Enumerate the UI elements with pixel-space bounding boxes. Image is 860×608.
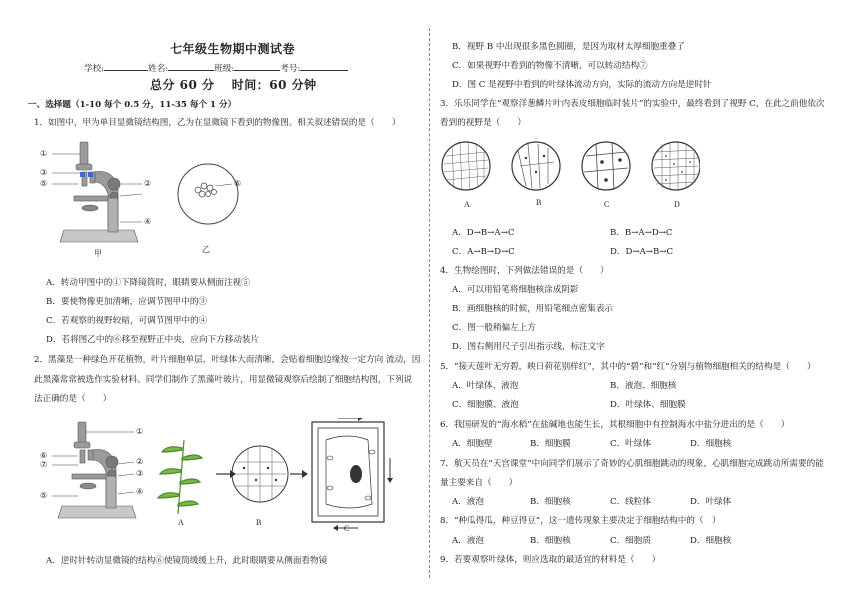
q3-figure [440, 138, 700, 214]
q6-stem: 6．我国研发的“海水稻”在盐碱地也能生长，其根细胞中有控制海水中盐分进出的是（ ） [440, 420, 790, 430]
q2-label-2: ② [136, 457, 144, 466]
q2-stem-line-1: 2．黑藻是一种绿色开花植物，叶片细胞单层，叶绿体大而清晰，会贴着细胞边缘按一定方向 流动，因 [34, 355, 421, 365]
q5-option-c[interactable]: C．细胞膜、液泡 [452, 400, 519, 410]
q5-option-a[interactable]: A．叶绿体、液泡 [452, 381, 519, 391]
q1-label-5: ⑤ [40, 179, 48, 188]
q6-option-c[interactable]: C．叶绿体 [610, 439, 651, 449]
name-blank[interactable] [168, 62, 214, 71]
q1-figure [38, 138, 248, 262]
class-blank[interactable] [234, 62, 280, 71]
q7-stem-line-1: 7．航天员在“天宫课堂”中向同学们展示了奇妙的心肌细胞跳动的现象，心肌细胞完成跳动所需要的能 [440, 459, 824, 469]
q2-stem-line-3: 法正确的是（ ） [34, 394, 112, 404]
microscope-diagram-icon [38, 138, 248, 262]
q2-label-5: ⑤ [40, 491, 48, 500]
q4-option-a[interactable]: A．可以用铅笔将细胞核涂成阴影 [452, 285, 579, 295]
q4-option-b[interactable]: B．画细胞核的时候，用铅笔细点密集表示 [452, 304, 614, 314]
left-column [28, 0, 420, 608]
right-column [440, 0, 840, 608]
q1-stem: 1．如图中，甲为单目显微镜结构图，乙为在显微镜下看到的物像图。相关叙述错误的是（ ） [34, 118, 401, 128]
q8-option-b[interactable]: B．细胞核 [530, 536, 571, 546]
q1-caption-jia: 甲 [94, 249, 102, 258]
q3-option-d[interactable]: D．D→A→B→C [610, 247, 674, 257]
class-label: 班级: [214, 64, 235, 74]
student-info-line [84, 62, 348, 75]
q8-option-c[interactable]: C．细胞质 [610, 536, 651, 546]
q2-option-b[interactable]: B．视野 B 中出现很多黑色圆圈，是因为取材太厚细胞重叠了 [452, 42, 685, 52]
q3-stem-line-2: 看到的视野是（ ） [440, 118, 526, 128]
q4-option-c[interactable]: C．图一般稍偏左上方 [452, 323, 536, 333]
q1-option-a[interactable]: A．转动甲图中的①下降镜筒时，眼睛要从侧面注视⑤ [46, 278, 250, 288]
name-label: 姓名: [148, 64, 169, 74]
q9-stem: 9．若要观察叶绿体，则应选取的最适宜的材料是（ ） [440, 555, 661, 565]
q8-option-a[interactable]: A．液泡 [452, 536, 484, 546]
q1-option-c[interactable]: C．若观察的视野较暗，可调节图甲中的④ [46, 316, 208, 326]
q4-option-d[interactable]: D．图右侧用尺子引出指示线，标注文字 [452, 342, 605, 352]
q2-label-6: ⑥ [40, 451, 48, 460]
q5-stem: 5．“接天莲叶无穷碧，映日荷花别样红”，其中的“碧”和“红”分别与植物细胞相关的结构是（ ） [440, 362, 816, 372]
q7-stem-line-2: 量主要来自（ ） [440, 478, 518, 488]
q1-label-2: ② [144, 179, 152, 188]
q2-label-1: ① [136, 427, 144, 436]
q6-option-b[interactable]: B．细胞膜 [530, 439, 571, 449]
school-blank[interactable] [104, 62, 148, 71]
q2-label-3: ③ [136, 469, 144, 478]
q3-caption-c: C [604, 200, 610, 209]
q1-option-b[interactable]: B．要使物像更加清晰，应调节图甲中的③ [46, 297, 208, 307]
q2-caption-a: A [178, 518, 184, 527]
q3-caption-a: A [464, 200, 470, 209]
q2-option-a[interactable]: A．逆时针转动显微镜的结构⑥使镜筒缓缓上升，此时眼睛要从侧面看物镜 [46, 556, 328, 566]
q6-option-d[interactable]: D．细胞核 [690, 439, 732, 449]
q1-label-3: ③ [40, 168, 48, 177]
school-label: 学校: [84, 64, 105, 74]
q5-option-b[interactable]: B．液泡、细胞核 [610, 381, 677, 391]
q7-option-c[interactable]: C．线粒体 [610, 497, 651, 507]
q6-option-a[interactable]: A．细胞壁 [452, 439, 493, 449]
q7-option-d[interactable]: D．叶绿体 [690, 497, 732, 507]
q3-views-icon [440, 138, 700, 198]
q3-stem-line-1: 3．乐乐同学在“观察洋葱鳞片叶内表皮细胞临时装片”的实验中，最终看到了视野 C，在此之前他依次 [440, 99, 825, 109]
q1-option-d[interactable]: D．若将图乙中的⑥移至视野正中央，应向下方移动装片 [46, 335, 260, 345]
q1-label-4: ④ [144, 217, 152, 226]
q2-diagram-icon [38, 418, 398, 536]
q2-stem-line-2: 此黑藻常常被选作实验材料。同学们制作了黑藻叶玻片，用显微镜观察后绘制了细胞结构图，下列说 [34, 375, 413, 385]
q8-stem: 8．“种瓜得瓜，种豆得豆”，这一遗传现象主要决定于细胞结构中的（ ） [440, 516, 721, 526]
q2-figure [38, 418, 398, 536]
q2-label-7: ⑦ [40, 460, 48, 469]
q2-caption-c: C [344, 524, 350, 533]
q2-option-c[interactable]: C．如果视野中看到的物像不清晰，可以转动结构⑦ [452, 61, 648, 71]
q1-label-6: ⑥ [234, 179, 242, 188]
score-time-line: 总分 60 分 时间：60 分钟 [150, 78, 317, 92]
q2-option-d[interactable]: D．图 C 是视野中看到的叶绿体流动方向，实际的流动方向是逆时针 [452, 80, 712, 90]
q2-label-4: ④ [136, 487, 144, 496]
q3-option-c[interactable]: C．A→B→D→C [452, 247, 515, 257]
q3-option-b[interactable]: B．B→A→D→C [610, 228, 673, 238]
exam-no-blank[interactable] [300, 62, 348, 71]
q7-option-b[interactable]: B．细胞核 [530, 497, 571, 507]
q7-option-a[interactable]: A．液泡 [452, 497, 484, 507]
q1-label-1: ① [40, 149, 48, 158]
q5-option-d[interactable]: D．叶绿体、细胞膜 [610, 400, 686, 410]
q8-option-d[interactable]: D．细胞核 [690, 536, 732, 546]
q3-caption-b: B [536, 198, 542, 207]
exam-title: 七年级生物期中测试卷 [170, 42, 296, 56]
q3-caption-d: D [674, 200, 680, 209]
q1-caption-yi: 乙 [202, 245, 210, 254]
q4-stem: 4．生物绘图时，下列做法错误的是（ ） [440, 266, 609, 276]
exam-no-label: 考号: [280, 64, 301, 74]
q3-option-a[interactable]: A．D→B→A→C [452, 228, 515, 238]
section-heading: 一、选择题（1-10 每个 0.5 分，11-35 每个 1 分） [28, 100, 237, 110]
q2-caption-b: B [256, 518, 262, 527]
column-divider [429, 28, 430, 578]
